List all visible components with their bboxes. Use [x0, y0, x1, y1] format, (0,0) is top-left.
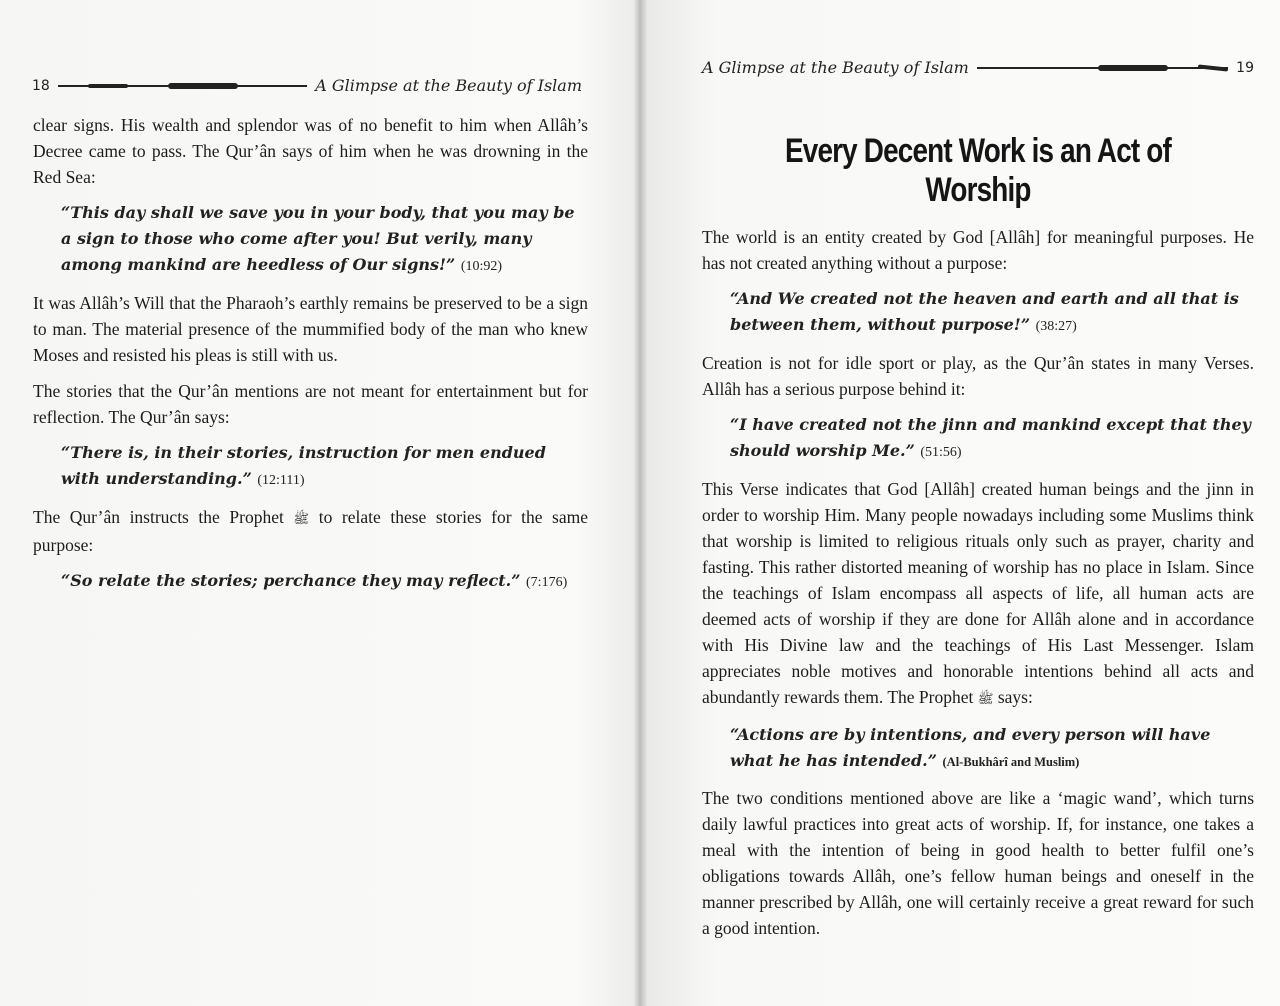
right-page-body	[702, 224, 1254, 951]
right-page	[640, 0, 1280, 1006]
paragraph	[33, 504, 588, 558]
paragraph: The world is an entity created by God [Allâh] for meaningful purposes. He has not created anything without a purpose:	[702, 227, 1254, 273]
left-page-body	[33, 112, 588, 606]
quran-quote	[730, 412, 1254, 466]
quote-reference: (51:56)	[920, 445, 962, 460]
salla-glyph-icon: ﷺ	[977, 691, 994, 706]
quran-quote	[730, 286, 1254, 340]
right-page-number: 19	[1236, 59, 1254, 76]
paragraph: It was Allâh’s Will that the Pharaoh’s earthly remains be preserved to be a sign to man. The material presence of the mummified body of the man who knew Moses and resisted his pleas is still with us.	[33, 293, 588, 365]
paragraph: The two conditions mentioned above are like a ‘magic wand’, which turns daily lawful practices into great acts of worship. If, for instance, one takes a meal with the intention of being in good health to better fulfil one’s obligations towards Allâh, one’s fellow human beings and oneself in the manner prescribed by Allâh, one will certainly receive a great reward for such a good intention.	[702, 788, 1254, 938]
left-running-header	[32, 76, 582, 95]
quote-reference: (7:176)	[526, 575, 568, 590]
quote-text: “Actions are by intentions, and every person will have what he has intended.”	[730, 725, 1211, 770]
hadith-quote	[730, 722, 1254, 775]
left-header-title: A Glimpse at the Beauty of Islam	[315, 76, 582, 95]
quote-text: “And We created not the heaven and earth and all that is between them, without purpose!”	[730, 289, 1239, 334]
left-page-number: 18	[32, 77, 50, 94]
quran-quote	[61, 440, 588, 494]
quote-text: “This day shall we save you in your body, that you may be a sign to those who come after you! But verily, many among mankind are heedless of Our signs!”	[61, 203, 575, 274]
paragraph-text: This Verse indicates that God [Allâh] created human beings and the jinn in order to worship Him. Many people nowadays including some Muslims think that worship is limited to religious rituals only such as prayer, charity and fasting. This rather distorted meaning of worship has no place in Islam. Since the teachings of Islam encompass all aspects of life, all human acts are deemed acts of worship if they are done for Allâh alone and in accordance with His Divine law and the teachings of His Last Messenger. Islam appreciates noble motives and honorable intentions behind all acts and abundantly rewards them. The Prophet	[702, 479, 1254, 707]
header-ornament-rule	[977, 67, 1228, 69]
paragraph: The stories that the Qur’ân mentions are not meant for entertainment but for reflection. The Qur’ân says:	[33, 381, 588, 427]
right-header-title: A Glimpse at the Beauty of Islam	[702, 58, 969, 77]
paragraph-text: says:	[997, 687, 1033, 707]
header-ornament-rule	[58, 85, 307, 87]
quran-quote	[61, 200, 588, 280]
paragraph: Creation is not for idle sport or play, as the Qur’ân states in many Verses. Allâh has a serious purpose behind it:	[702, 353, 1254, 399]
quote-text: “I have created not the jinn and mankind except that they should worship Me.”	[730, 415, 1251, 460]
paragraph-text: The Qur’ân instructs the Prophet	[33, 507, 284, 527]
quote-reference: (Al-Bukhârî and Muslim)	[942, 755, 1080, 769]
right-running-header	[702, 58, 1254, 77]
quote-reference: (10:92)	[460, 259, 503, 274]
quote-text: “So relate the stories; perchance they may reflect.”	[61, 571, 521, 590]
paragraph	[702, 476, 1254, 712]
paragraph-text: to relate these stories for the same purpose:	[33, 507, 589, 555]
quote-text: “There is, in their stories, instruction for men endued with understanding.”	[61, 443, 546, 488]
paragraph: clear signs. His wealth and splendor was of no benefit to him when Allâh’s Decree came to pass. The Qur’ân says of him when he was drowning in the Red Sea:	[33, 115, 588, 187]
quote-reference: (12:111)	[257, 473, 305, 488]
chapter-title: Every Decent Work is an Act of Worship	[784, 132, 1171, 209]
quran-quote	[61, 568, 588, 596]
quote-reference: (38:27)	[1035, 319, 1077, 334]
salla-glyph-icon: ﷺ	[293, 511, 310, 526]
